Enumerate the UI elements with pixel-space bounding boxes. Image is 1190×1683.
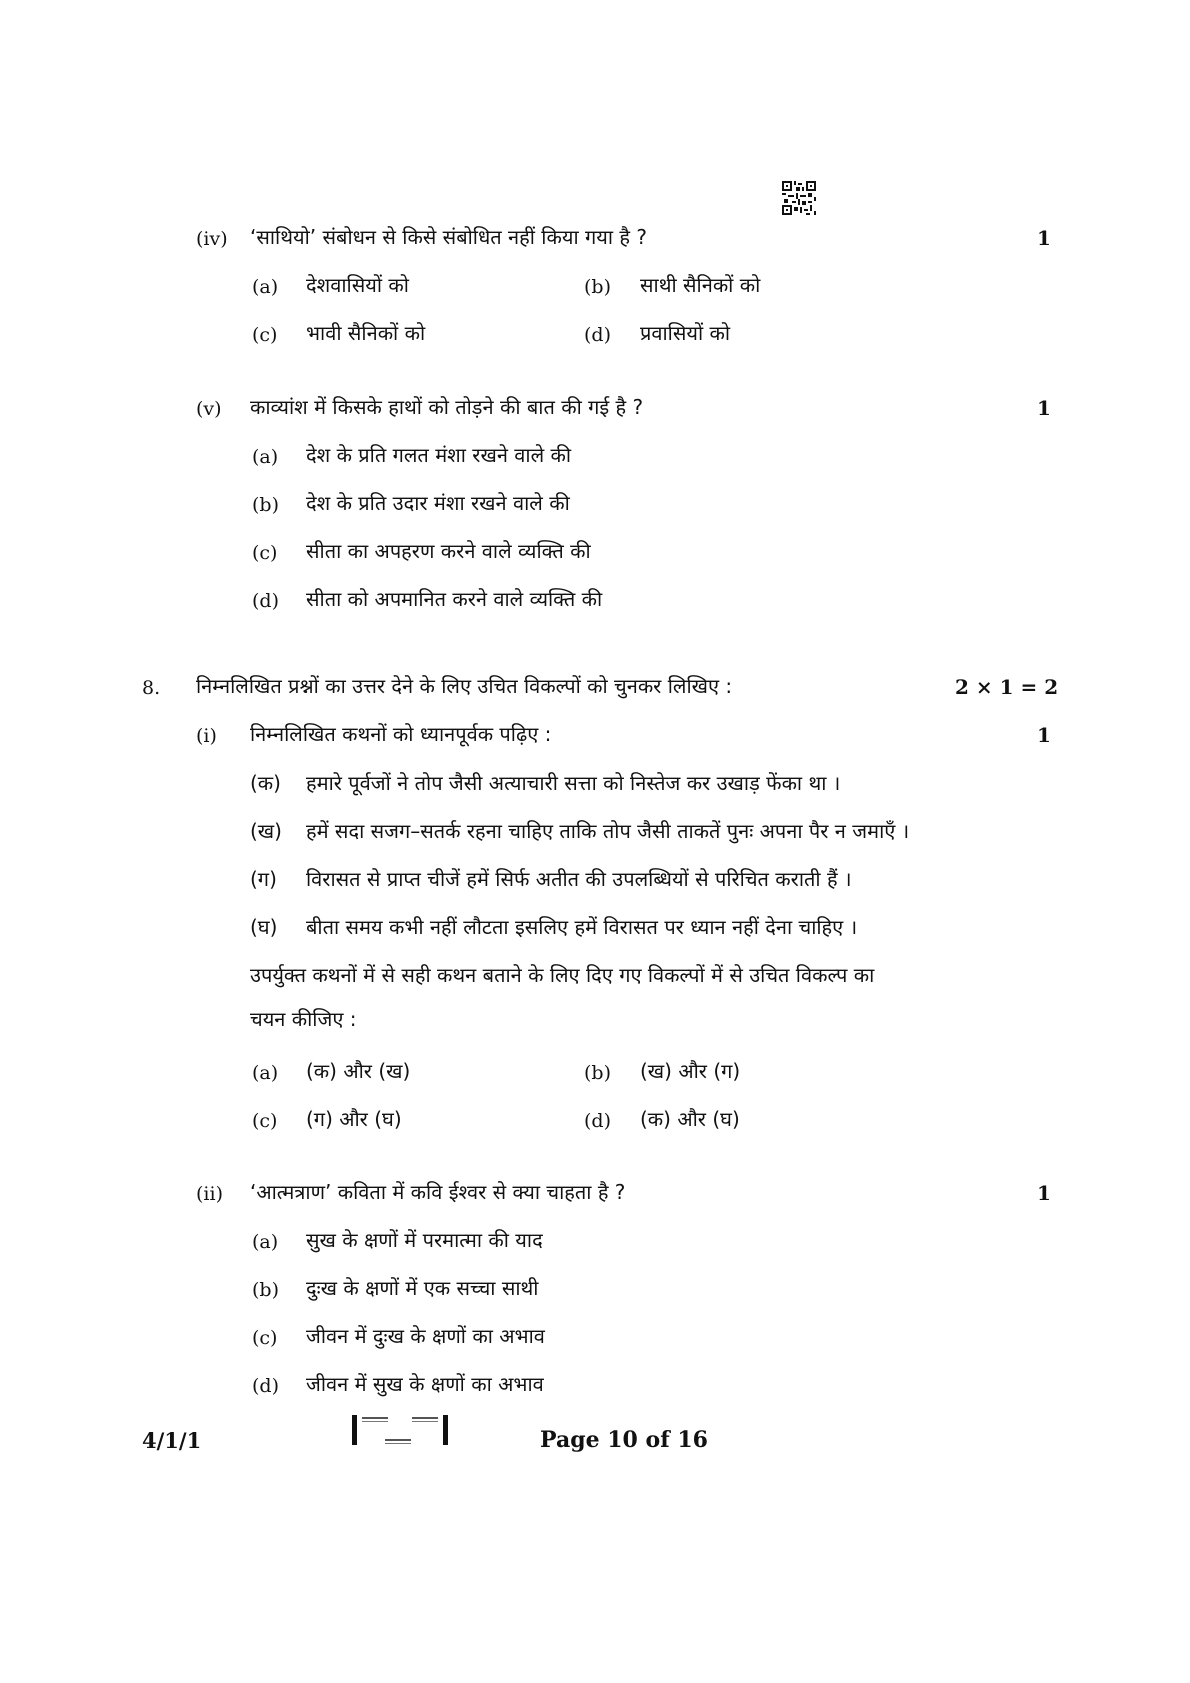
option-text: देशवासियों को: [306, 273, 409, 297]
option-text: दुःख के क्षणों में एक सच्चा साथी: [306, 1276, 539, 1300]
paper-code: 4/1/1: [142, 1428, 202, 1453]
question-instruction: निम्नलिखित प्रश्नों का उत्तर देने के लिए उचित विकल्पों को चुनकर लिखिए :: [196, 674, 733, 698]
option-label: (a): [252, 446, 279, 468]
option-text: देश के प्रति उदार मंशा रखने वाले की: [306, 491, 570, 515]
option-label: (c): [252, 324, 278, 346]
statement-text: हमारे पूर्वजों ने तोप जैसी अत्याचारी सत्ता को निस्तेज कर उखाड़ फेंका था ।: [306, 771, 841, 795]
option-text: प्रवासियों को: [640, 321, 731, 345]
barcode-icon: [350, 1413, 450, 1447]
option-label: (d): [252, 1375, 279, 1397]
option-label: (c): [252, 1327, 278, 1349]
option-label: (a): [252, 1062, 279, 1084]
marks: 1: [1037, 396, 1051, 420]
question-text: काव्यांश में किसके हाथों को तोड़ने की बात की गई है ?: [250, 395, 644, 419]
marks: 1: [1037, 1181, 1051, 1205]
option-label: (a): [252, 276, 279, 298]
question-label: (i): [196, 725, 217, 747]
prompt-text: चयन कीजिए :: [250, 1007, 357, 1031]
question-label: (iv): [196, 228, 228, 250]
marks: 2 × 1 = 2: [955, 675, 1059, 699]
option-text: सीता का अपहरण करने वाले व्यक्ति की: [306, 539, 591, 563]
statement-text: हमें सदा सजग–सतर्क रहना चाहिए ताकि तोप जैसी ताकतें पुनः अपना पैर न जमाएँ ।: [306, 819, 910, 843]
marks: 1: [1037, 723, 1051, 747]
statement-label: (ख): [250, 819, 282, 843]
option-label: (b): [252, 494, 279, 516]
question-text: निम्नलिखित कथनों को ध्यानपूर्वक पढ़िए :: [250, 722, 552, 746]
option-text: (ख) और (ग): [640, 1059, 741, 1083]
option-label: (c): [252, 542, 278, 564]
option-text: भावी सैनिकों को: [306, 321, 426, 345]
option-label: (a): [252, 1231, 279, 1253]
option-text: सीता को अपमानित करने वाले व्यक्ति की: [306, 587, 603, 611]
option-text: जीवन में दुःख के क्षणों का अभाव: [306, 1324, 545, 1348]
statement-text: विरासत से प्राप्त चीजें हमें सिर्फ अतीत की उपलब्धियों से परिचित कराती हैं ।: [306, 867, 852, 891]
option-label: (b): [584, 276, 611, 298]
option-text: जीवन में सुख के क्षणों का अभाव: [306, 1372, 544, 1396]
option-label: (d): [584, 1110, 611, 1132]
option-label: (d): [584, 324, 611, 346]
option-label: (c): [252, 1110, 278, 1132]
prompt-text: उपर्युक्त कथनों में से सही कथन बताने के लिए दिए गए विकल्पों में से उचित विकल्प का: [250, 963, 875, 987]
qr-code-icon: [782, 181, 816, 215]
marks: 1: [1037, 226, 1051, 250]
statement-text: बीता समय कभी नहीं लौटता इसलिए हमें विरासत पर ध्यान नहीं देना चाहिए ।: [306, 915, 858, 939]
option-text: सुख के क्षणों में परमात्मा की याद: [306, 1228, 543, 1252]
option-text: देश के प्रति गलत मंशा रखने वाले की: [306, 443, 572, 467]
option-text: (ग) और (घ): [306, 1107, 402, 1131]
statement-label: (ग): [250, 867, 277, 891]
option-label: (d): [252, 590, 279, 612]
statement-label: (घ): [250, 915, 278, 939]
question-text: ‘आत्मत्राण’ कविता में कवि ईश्वर से क्या चाहता है ?: [250, 1180, 626, 1204]
option-text: साथी सैनिकों को: [640, 273, 761, 297]
option-label: (b): [252, 1279, 279, 1301]
question-number: 8.: [142, 677, 161, 699]
page-number: Page 10 of 16: [540, 1427, 708, 1453]
question-text: ‘साथियो’ संबोधन से किसे संबोधित नहीं किया गया है ?: [250, 225, 647, 249]
question-label: (v): [196, 398, 222, 420]
question-label: (ii): [196, 1183, 223, 1205]
option-text: (क) और (ख): [306, 1059, 411, 1083]
statement-label: (क): [250, 771, 281, 795]
option-label: (b): [584, 1062, 611, 1084]
option-text: (क) और (घ): [640, 1107, 740, 1131]
